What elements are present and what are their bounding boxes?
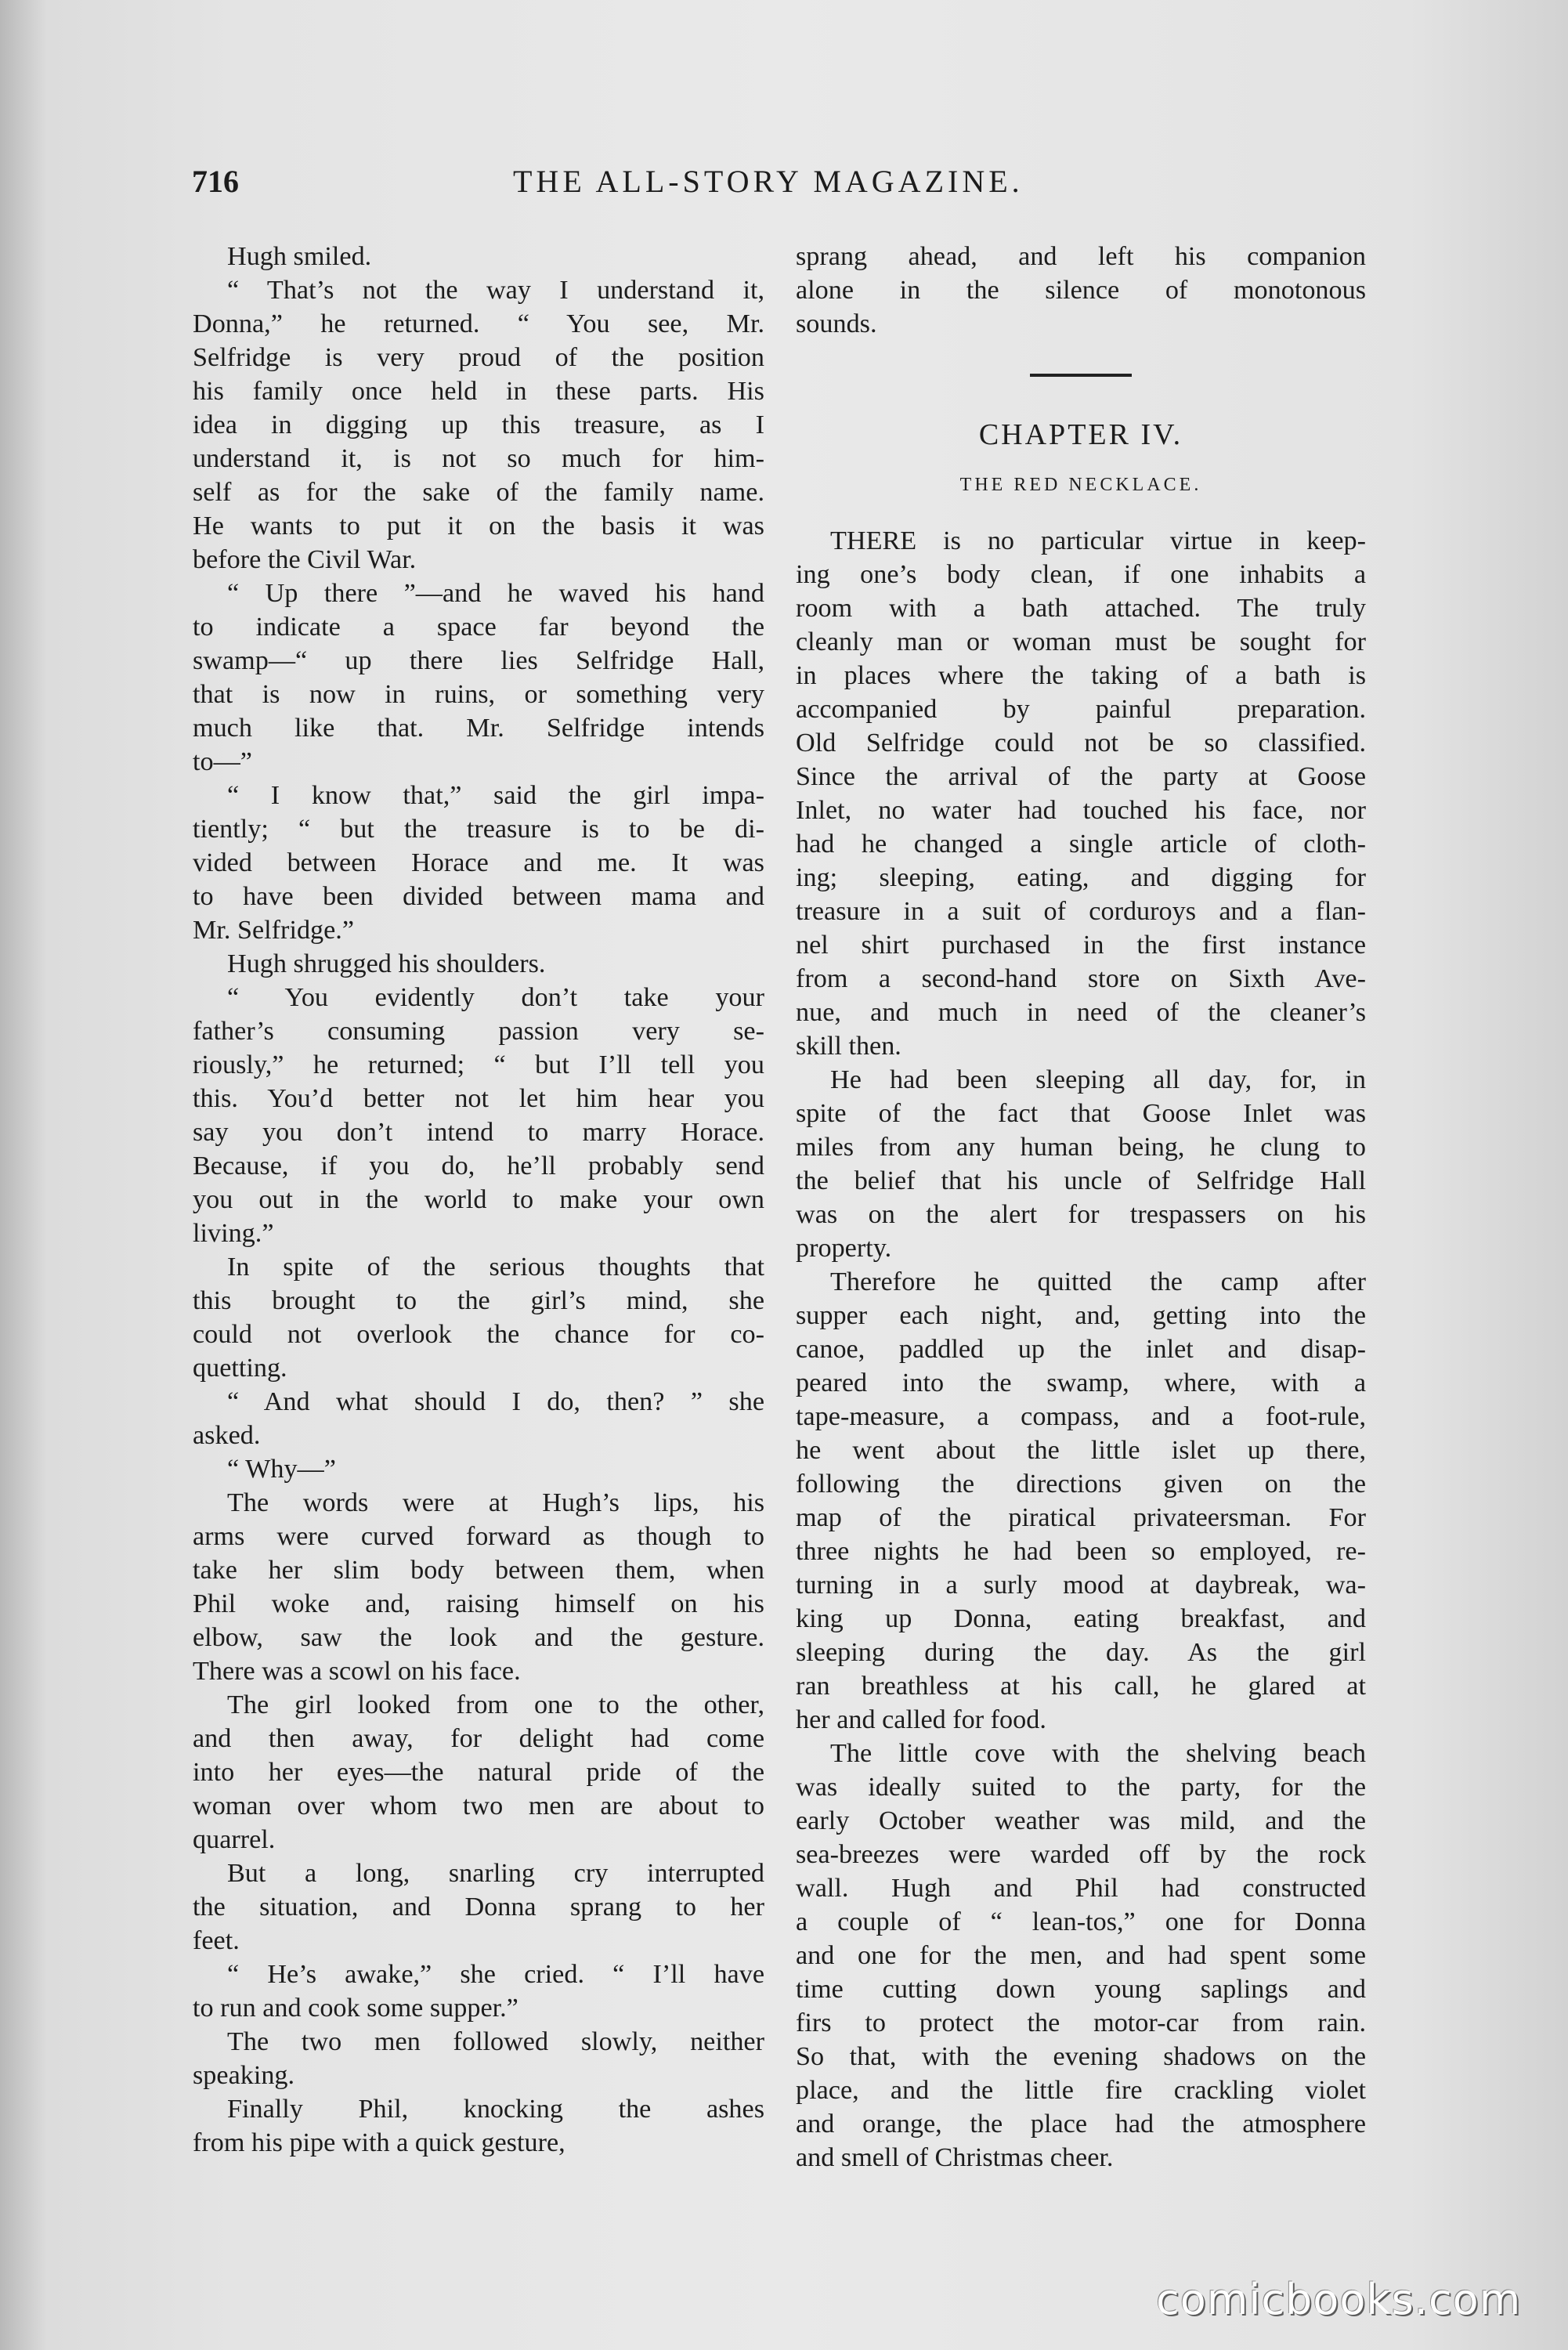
text-line: place, and the little fire crackling violet (796, 2076, 1366, 2105)
text-line: the situation, and Donna sprang to her (193, 1893, 764, 1922)
text-line: elbow, saw the look and the gesture. (193, 1623, 764, 1652)
text-line: following the directions given on the (796, 1470, 1366, 1499)
text-line: into her eyes—the natural pride of the (193, 1758, 764, 1787)
text-line: much like that. Mr. Selfridge intends (193, 714, 764, 743)
text-line: to have been divided between mama and (193, 882, 764, 911)
text-line: treasure in a suit of corduroys and a flan- (796, 897, 1366, 926)
text-line: canoe, paddled up the inlet and disap- (796, 1335, 1366, 1364)
text-line: quarrel. (193, 1825, 276, 1854)
text-line: sprang ahead, and left his companion (796, 242, 1366, 271)
text-line: sounds. (796, 309, 877, 338)
running-head (192, 163, 1367, 210)
text-line: you out in the world to make your own (193, 1185, 764, 1214)
text-line: he went about the little islet up there, (796, 1436, 1366, 1465)
text-line: speaking. (193, 2061, 295, 2090)
text-line: to indicate a space far beyond the (193, 613, 764, 642)
text-line: Hugh smiled. (227, 242, 372, 271)
text-line: her and called for food. (796, 1705, 1046, 1734)
text-line: Donna,” he returned. “ You see, Mr. (193, 309, 764, 338)
text-line: to run and cook some supper.” (193, 1994, 518, 2023)
text-line: in places where the taking of a bath is (796, 661, 1366, 690)
text-line: early October weather was mild, and the (796, 1806, 1366, 1835)
text-line: nue, and much in need of the cleaner’s (796, 998, 1366, 1027)
watermark-logo: comicbooks.com (1156, 2275, 1522, 2324)
text-line: king up Donna, eating breakfast, and (796, 1604, 1366, 1633)
text-line: riously,” he returned; “ but I’ll tell you (193, 1050, 764, 1079)
text-line: map of the piratical privateersman. For (796, 1503, 1366, 1532)
text-line: He wants to put it on the basis it was (193, 512, 764, 540)
left-column (193, 240, 764, 2160)
text-line: that is now in ruins, or something very (193, 680, 764, 709)
text-line: and one for the men, and had spent some (796, 1941, 1366, 1970)
right-column-intro (796, 240, 1366, 341)
text-line: father’s consuming passion very se- (193, 1017, 764, 1046)
text-line: skill then. (796, 1032, 901, 1061)
text-line: The girl looked from one to the other, (227, 1690, 764, 1719)
text-line: room with a bath attached. The truly (796, 594, 1366, 623)
text-line: Therefore he quitted the camp after (830, 1267, 1366, 1296)
text-line: living.” (193, 1219, 274, 1248)
text-line: miles from any human being, he clung to (796, 1133, 1366, 1162)
text-line: supper each night, and, getting into the (796, 1301, 1366, 1330)
text-line: “ Why—” (227, 1455, 336, 1484)
text-line: cleanly man or woman must be sought for (796, 627, 1366, 656)
chapter-subtitle: THE RED NECKLACE. (959, 475, 1202, 495)
text-line: self as for the sake of the family name. (193, 478, 764, 507)
text-line: from his pipe with a quick gesture, (193, 2128, 565, 2157)
magazine-title: THE ALL-STORY MAGAZINE. (513, 164, 1024, 199)
text-line: In spite of the serious thoughts that (227, 1253, 764, 1282)
text-line: property. (796, 1234, 892, 1263)
text-line: a couple of “ lean-tos,” one for Donna (796, 1907, 1366, 1936)
text-line: quetting. (193, 1354, 287, 1383)
text-line: “ He’s awake,” she cried. “ I’ll have (227, 1960, 764, 1989)
chapter-heading: CHAPTER IV. (978, 418, 1183, 451)
text-line: idea in digging up this treasure, as I (193, 410, 764, 439)
text-line: “ That’s not the way I understand it, (227, 276, 764, 305)
text-line: There was a scowl on his face. (193, 1657, 521, 1686)
text-line: was on the alert for trespassers on his (796, 1200, 1366, 1229)
text-line: from a second-hand store on Sixth Ave- (796, 964, 1366, 993)
page-number: 716 (192, 164, 239, 199)
text-line: the belief that his uncle of Selfridge Hall (796, 1166, 1366, 1195)
text-line: “ Up there ”—and he waved his hand (227, 579, 764, 608)
text-line: He had been sleeping all day, for, in (830, 1065, 1366, 1094)
text-line: Mr. Selfridge.” (193, 916, 355, 945)
section-divider (1030, 374, 1132, 377)
text-line: understand it, is not so much for him- (193, 444, 764, 473)
text-line: his family once held in these parts. His (193, 377, 764, 406)
text-line: time cutting down young saplings and (796, 1975, 1366, 2004)
text-line: The little cove with the shelving beach (830, 1739, 1366, 1768)
text-line: turning in a surly mood at daybreak, wa- (796, 1571, 1366, 1600)
text-line: spite of the fact that Goose Inlet was (796, 1099, 1366, 1128)
text-line: tiently; “ but the treasure is to be di- (193, 815, 764, 844)
text-line: wall. Hugh and Phil had constructed (796, 1874, 1366, 1903)
text-line: accompanied by painful preparation. (796, 695, 1366, 724)
text-line: So that, with the evening shadows on the (796, 2042, 1366, 2071)
text-line: sea-breezes were warded off by the rock (796, 1840, 1366, 1869)
text-line: could not overlook the chance for co- (193, 1320, 764, 1349)
text-line: But a long, snarling cry interrupted (227, 1859, 764, 1888)
text-line: three nights he had been so employed, re- (796, 1537, 1366, 1566)
text-line: asked. (193, 1421, 261, 1450)
text-line: Because, if you do, he’ll probably send (193, 1152, 764, 1180)
text-line: to—” (193, 747, 252, 776)
right-column (796, 240, 1366, 2175)
text-line: ing one’s body clean, if one inhabits a (796, 560, 1366, 589)
text-line: Finally Phil, knocking the ashes (227, 2095, 764, 2124)
text-line: say you don’t intend to marry Horace. (193, 1118, 764, 1147)
text-line: peared into the swamp, where, with a (796, 1368, 1366, 1397)
text-line: feet. (193, 1926, 240, 1955)
text-line: “ And what should I do, then? ” she (227, 1387, 764, 1416)
text-line: THERE is no particular virtue in keep- (830, 526, 1366, 555)
text-line: sleeping during the day. As the girl (796, 1638, 1366, 1667)
text-line: vided between Horace and me. It was (193, 848, 764, 877)
text-line: this brought to the girl’s mind, she (193, 1286, 764, 1315)
text-line: alone in the silence of monotonous (796, 276, 1366, 305)
text-line: Inlet, no water had touched his face, nor (796, 796, 1366, 825)
text-line: arms were curved forward as though to (193, 1522, 764, 1551)
text-line: Hugh shrugged his shoulders. (227, 949, 546, 978)
text-line: before the Civil War. (193, 545, 417, 574)
text-line: Old Selfridge could not be so classified. (796, 728, 1366, 757)
text-line: ing; sleeping, eating, and digging for (796, 863, 1366, 892)
text-line: “ You evidently don’t take your (227, 983, 764, 1012)
text-line: and smell of Christmas cheer. (796, 2143, 1114, 2172)
text-line: ran breathless at his call, he glared at (796, 1672, 1366, 1701)
text-line: The words were at Hugh’s lips, his (227, 1488, 764, 1517)
text-line: and orange, the place had the atmosphere (796, 2110, 1366, 2138)
text-line: had he changed a single article of cloth- (796, 830, 1366, 859)
text-line: take her slim body between them, when (193, 1556, 764, 1585)
text-line: firs to protect the motor-car from rain. (796, 2008, 1366, 2037)
text-line: and then away, for delight had come (193, 1724, 764, 1753)
text-line: Phil woke and, raising himself on his (193, 1589, 764, 1618)
text-line: was ideally suited to the party, for the (796, 1773, 1366, 1802)
text-line: nel shirt purchased in the first instance (796, 931, 1366, 960)
text-line: swamp—“ up there lies Selfridge Hall, (193, 646, 764, 675)
text-line: Since the arrival of the party at Goose (796, 762, 1366, 791)
text-line: this. You’d better not let him hear you (193, 1084, 764, 1113)
text-line: “ I know that,” said the girl impa- (227, 781, 764, 810)
text-line: tape-measure, a compass, and a foot-rule, (796, 1402, 1366, 1431)
text-line: The two men followed slowly, neither (227, 2027, 764, 2056)
right-column-body (796, 524, 1366, 2175)
text-line: woman over whom two men are about to (193, 1791, 764, 1820)
text-line: Selfridge is very proud of the position (193, 343, 764, 372)
